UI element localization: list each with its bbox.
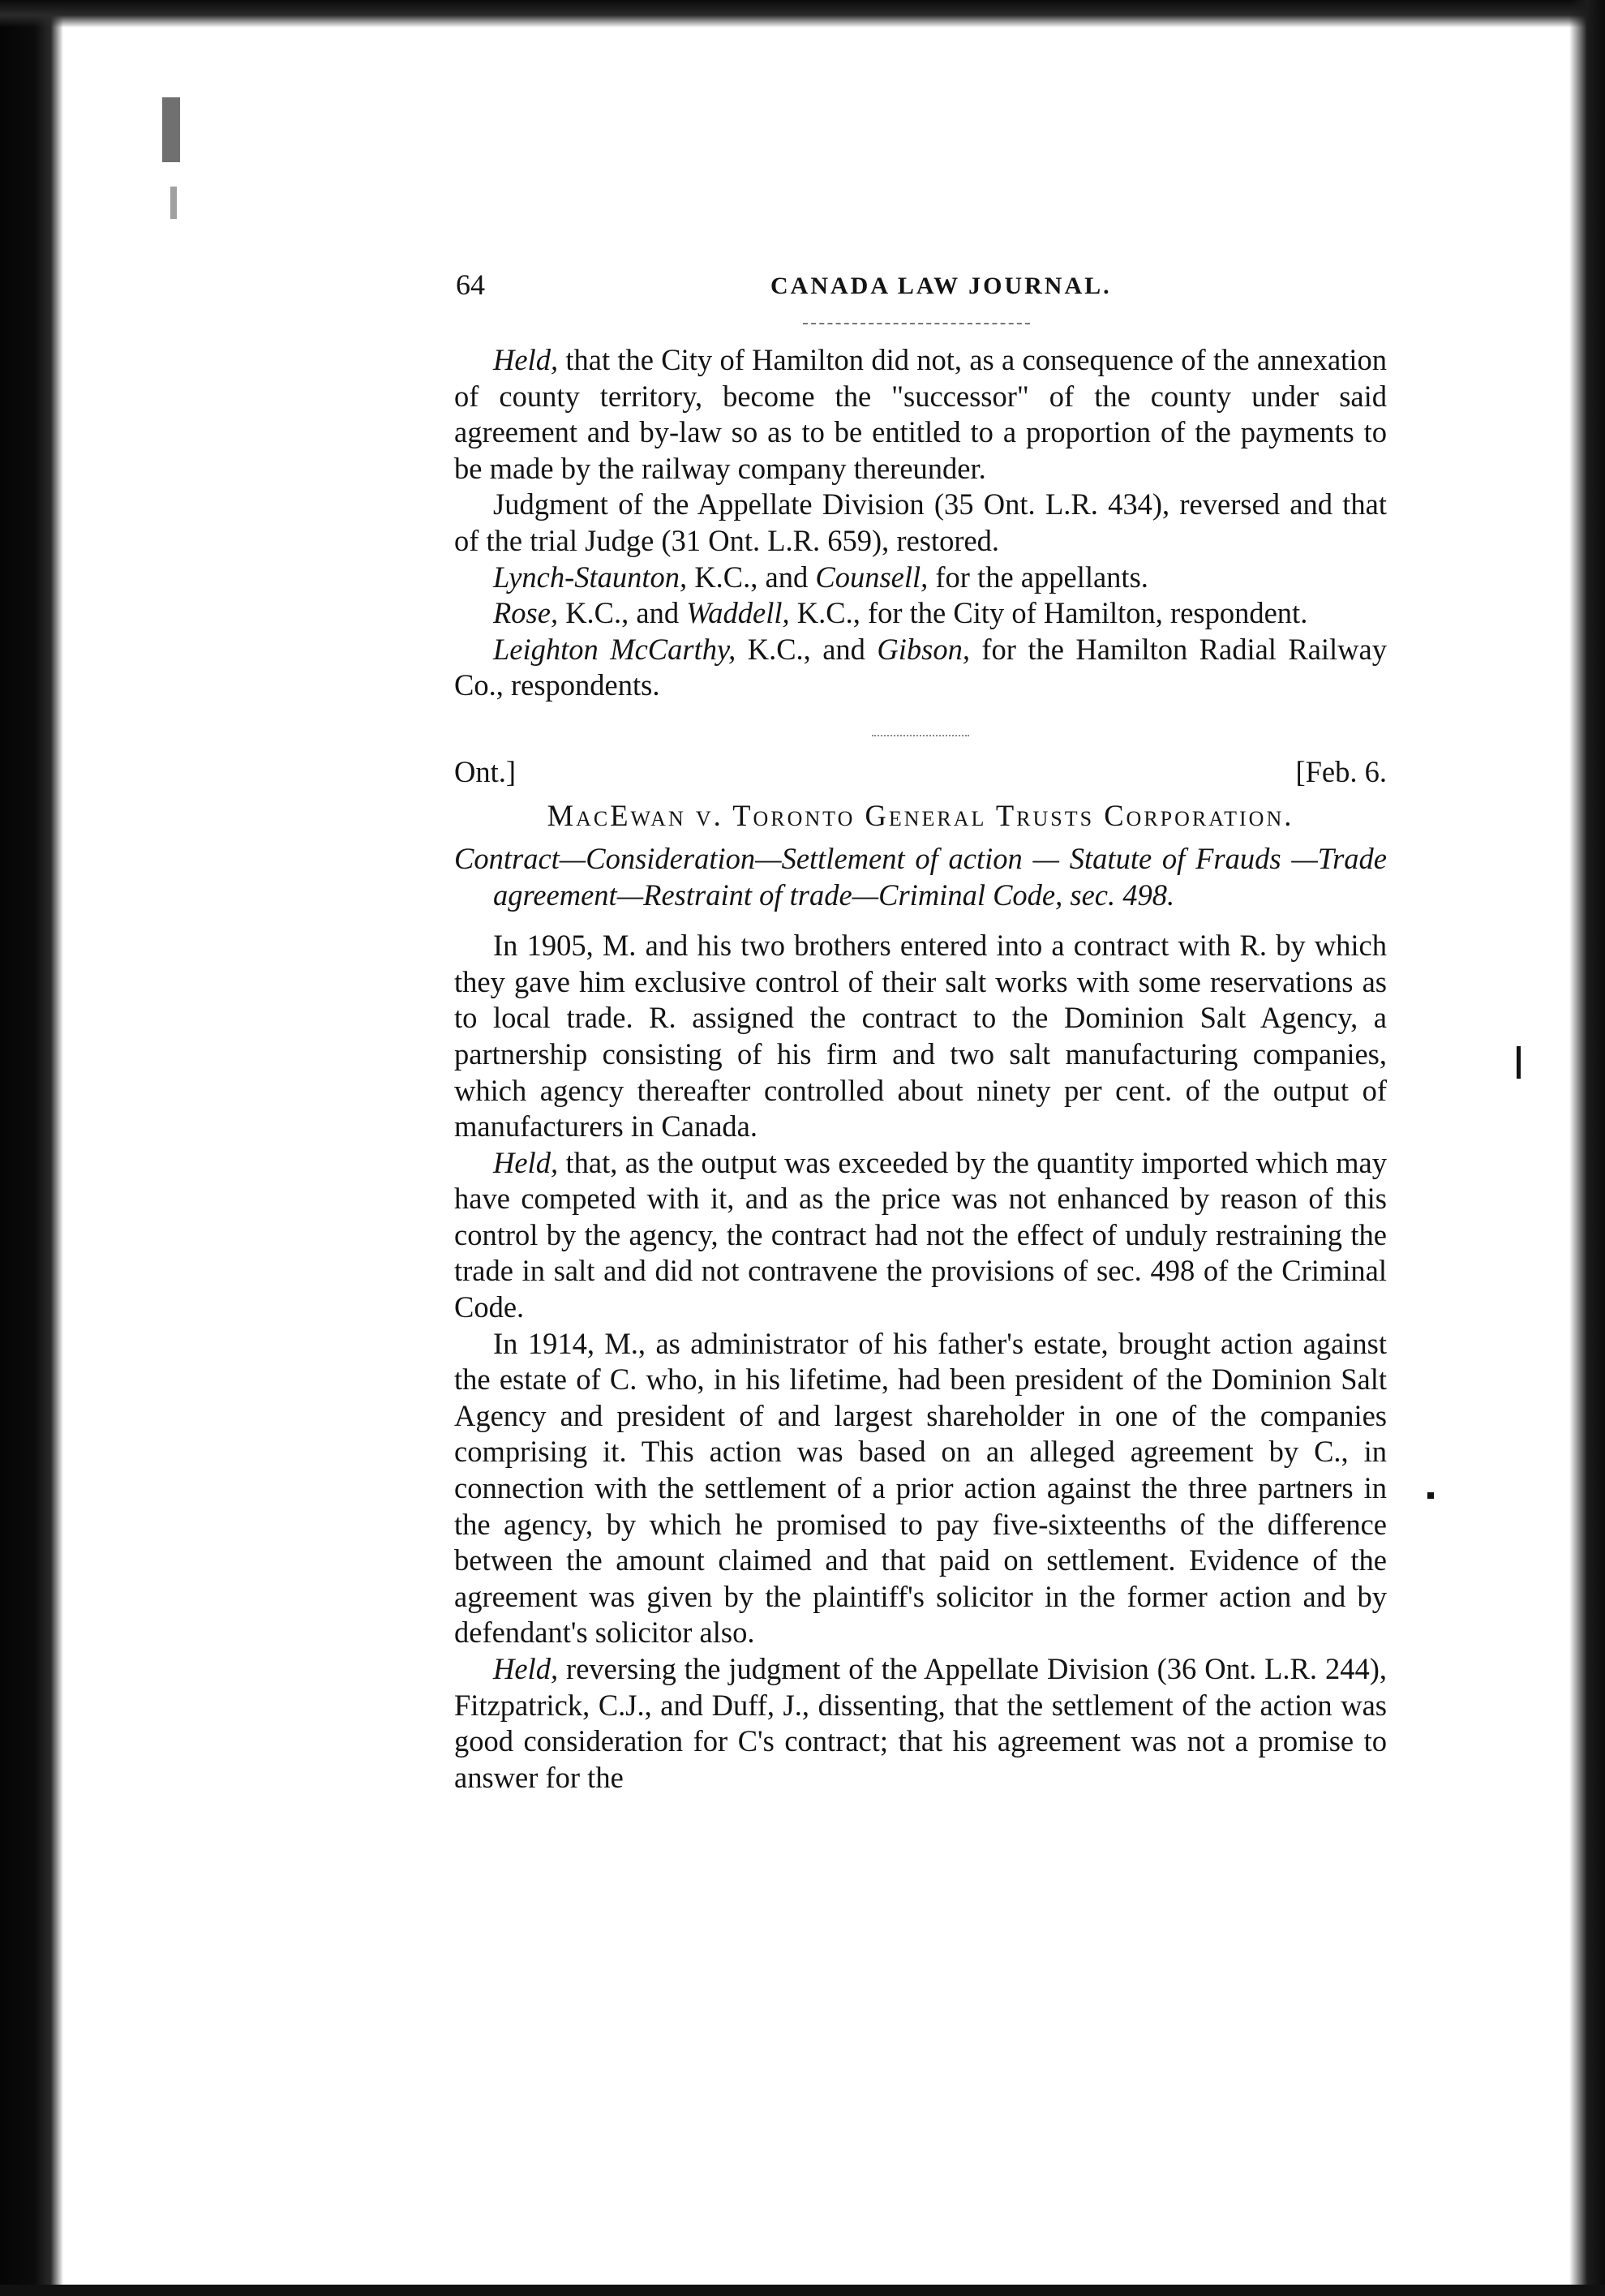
header-rule — [803, 323, 1030, 324]
held-text: that the City of Hamilton did not, as a consequence of the annexation of county territory, become the "successor" of the county under said agreement and by-law so as to be entitled to a proportion of the payments to be made by the railway company thereunder. — [454, 343, 1387, 485]
counsel-text: K.C., and — [558, 596, 687, 630]
counsel-city — [454, 595, 1387, 632]
facts-paragraph: In 1905, M. and his two brothers entered into a contract with R. by which they gave him exclusive control of their salt works with some reservations as to local trade. R. assigned the contract to the Dominion Salt Agency, a partnership consisting of his firm and two salt manufacturing companies, which agency thereafter controlled about ninety per cent. of the output of manufacturers in Canada. — [454, 929, 1387, 1144]
case-separator — [872, 735, 969, 736]
counsel-railway — [454, 632, 1387, 704]
counsel-name: Rose, — [493, 596, 559, 630]
counsel-text: K.C., for the City of Hamilton, respondent. — [789, 596, 1308, 630]
held-paragraph — [454, 1651, 1387, 1796]
held-label: Held, — [493, 1145, 559, 1179]
journal-title: CANADA LAW JOURNAL. — [770, 273, 1112, 299]
held-label: Held, — [493, 1652, 559, 1685]
court-label: Ont.] — [454, 754, 517, 788]
document-page — [454, 268, 1387, 2230]
counsel-text: for the appellants. — [928, 560, 1148, 594]
counsel-name: Gibson, — [877, 632, 970, 666]
scan-speck — [170, 187, 177, 219]
counsel-text: for the Hamilton Radial Railway Co., respondents. — [454, 632, 1387, 702]
held-paragraph — [454, 342, 1387, 487]
counsel-name: Counsell, — [815, 560, 929, 594]
scan-speck — [1427, 1492, 1434, 1499]
counsel-text: K.C., and — [736, 632, 878, 666]
facts-paragraph: In 1914, M., as administrator of his father's estate, brought action against the estate of C. who, in his lifetime, had been president of the Dominion Salt Agency and president of and largest shareholder in one of the companies comprising it. This action was based on an alleged agreement by C., in connection with the settlement of a prior action against the three partners in the agency, by which he promised to pay five-sixteenths of the difference between the amount claimed and that paid on settlement. Evidence of the agreement was given by the plaintiff's solicitor in the former action and by defendant's solicitor also. — [454, 1326, 1387, 1650]
page-number: 64 — [456, 268, 485, 301]
case-date: [Feb. 6. — [1295, 754, 1387, 788]
scan-border-top — [0, 0, 1605, 28]
held-label: Held, — [493, 343, 559, 376]
held-text: that, as the output was exceeded by the quantity imported which may have competed with it, and as the price was not enhanced by reason of this control by the agency, the contract had not the effect of unduly restraining the trade in salt and did not contravene the provisions of sec. 498 of the Criminal Code. — [454, 1145, 1387, 1324]
counsel-appellants — [454, 560, 1387, 596]
case-title: MacEwan v. Toronto General Trusts Corporation. — [547, 798, 1294, 832]
held-paragraph — [454, 1145, 1387, 1326]
scan-border-left — [0, 0, 63, 2296]
running-head — [454, 268, 1387, 316]
scan-border-bottom — [0, 2285, 1605, 2296]
counsel-name: Waddell, — [686, 596, 790, 630]
scan-border-right — [1569, 0, 1605, 2296]
case-meta — [454, 754, 1387, 795]
headnote: Contract—Consideration—Settlement of action — Statute of Frauds —Trade agreement—Restraint of trade—Criminal Code, sec. 498. — [454, 841, 1387, 912]
counsel-name: Leighton McCarthy, — [493, 632, 736, 666]
scan-speck — [162, 97, 180, 162]
held-text: reversing the judgment of the Appellate Division (36 Ont. L.R. 244), Fitzpatrick, C.J., and Duff, J., dissenting, that the settlement of the action was good consideration for C's contract; that his agreement was not a promise to answer for the — [454, 1652, 1387, 1794]
scan-speck — [1517, 1046, 1521, 1079]
counsel-name: Lynch-Staunton, — [493, 560, 688, 594]
judgment-paragraph: Judgment of the Appellate Division (35 Ont. L.R. 434), reversed and that of the trial Judge (31 Ont. L.R. 659), restored. — [454, 487, 1387, 557]
counsel-text: K.C., and — [687, 560, 816, 594]
